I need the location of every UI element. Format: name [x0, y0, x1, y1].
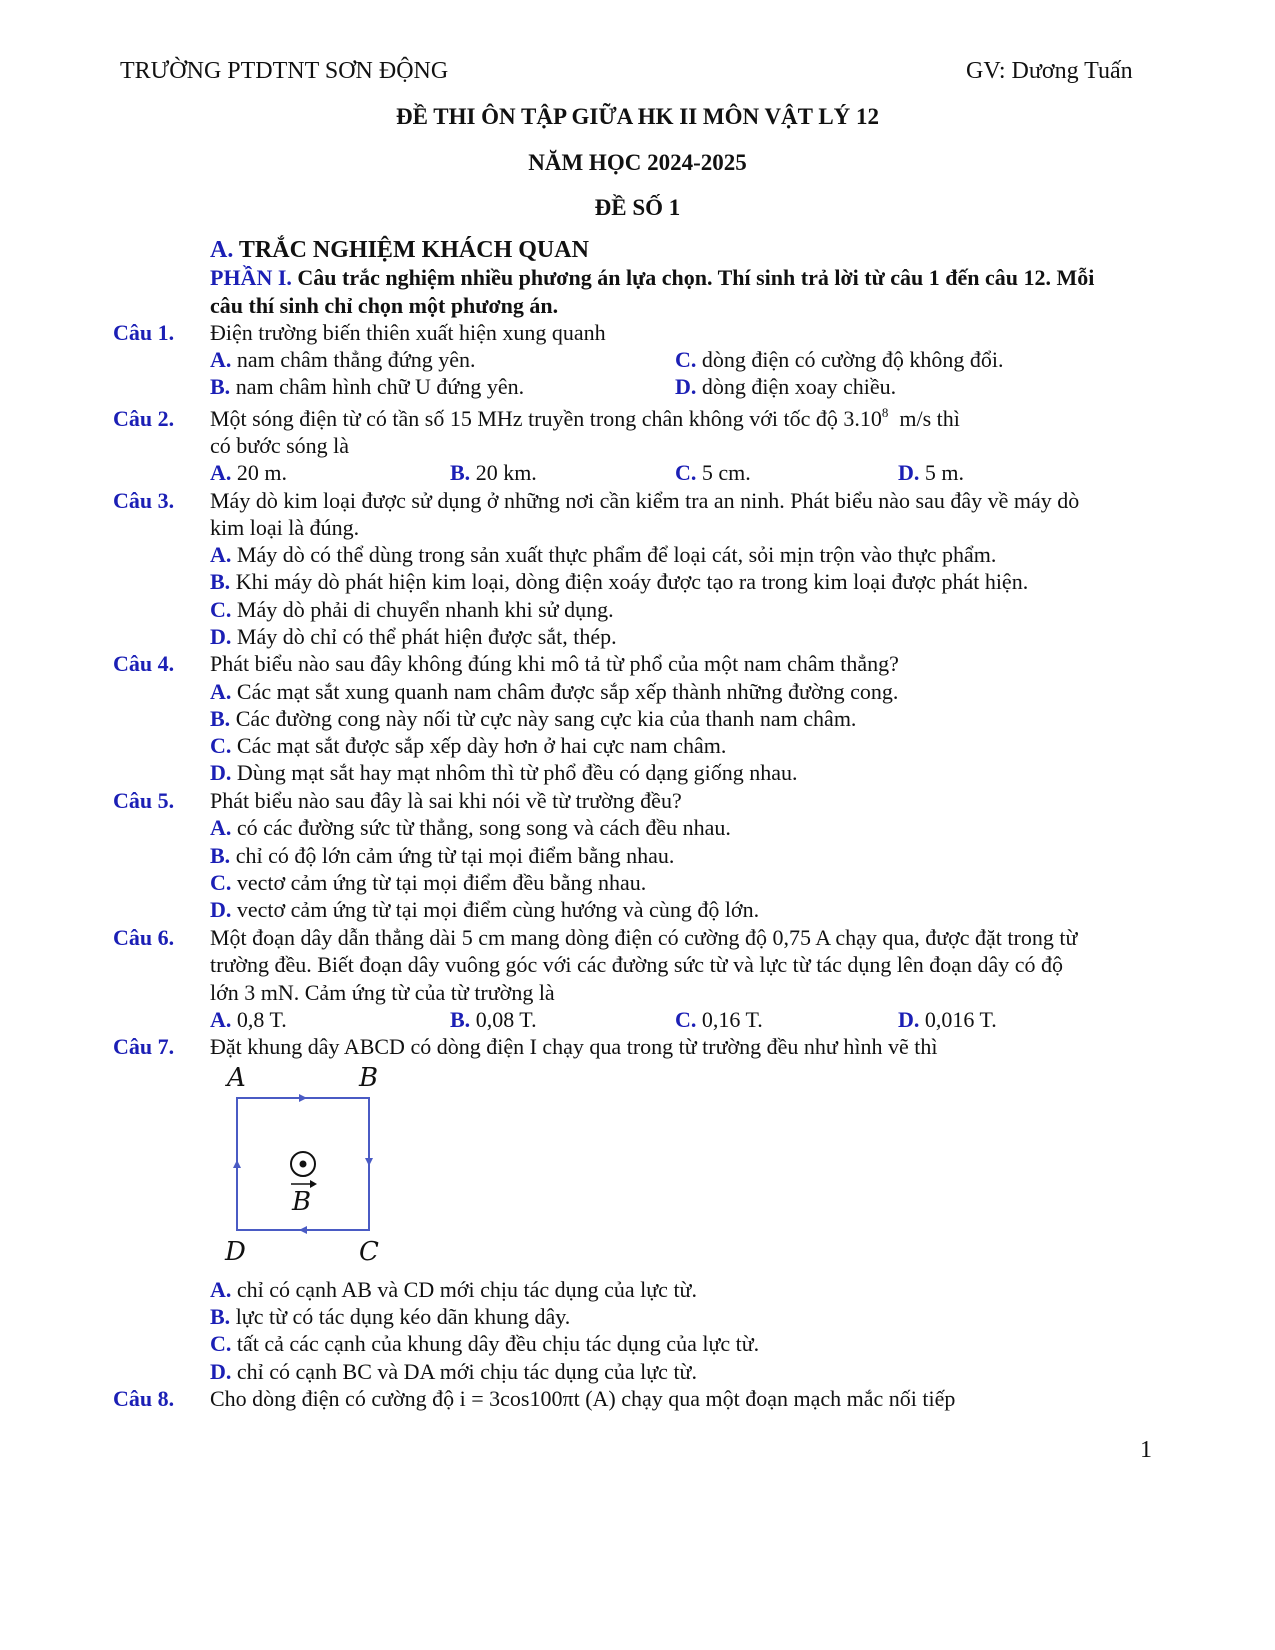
option-b: B. Khi máy dò phát hiện kim loại, dòng điện xoáy được tạo ra trong kim loại được phát hiện. [210, 569, 1029, 594]
question-label: Câu 5. [113, 788, 175, 813]
option-d: D. dòng điện xoay chiều. [675, 374, 897, 399]
option-c: C. Các mạt sắt được sắp xếp dày hơn ở hai cực nam châm. [210, 733, 727, 758]
part-heading-line1 [210, 265, 1094, 290]
option-a: A. có các đường sức từ thẳng, song song và cách đều nhau. [210, 815, 731, 840]
option-a: A. 20 m. [210, 460, 288, 485]
vertex-d-label: D [225, 1237, 246, 1267]
arrow-da-icon [233, 1160, 241, 1168]
question-label: Câu 4. [113, 651, 175, 676]
arrow-bc-icon [365, 1158, 373, 1166]
question-label: Câu 1. [113, 320, 175, 345]
option-c: C. Máy dò phải di chuyển nhanh khi sử dụng. [210, 597, 614, 622]
question-stem-continued: trường đều. Biết đoạn dây vuông góc với các đường sức từ và lực từ tác dụng lên đoạn dây có độ [210, 952, 1064, 977]
teacher-name: GV: Dương Tuấn [966, 58, 1133, 84]
page-number: 1 [1140, 1437, 1152, 1463]
question-stem-continued: có bước sóng là [210, 433, 350, 458]
option-c: C. tất cả các cạnh của khung dây đều chịu tác dụng của lực từ. [210, 1331, 760, 1356]
question-label: Câu 6. [113, 925, 175, 950]
vertex-b-label: B [359, 1063, 379, 1093]
question-stem: Một đoạn dây dẫn thẳng dài 5 cm mang dòng điện có cường độ 0,75 A chạy qua, được đặt trong từ [210, 925, 1078, 950]
part-prefix: PHẦN I. [210, 265, 292, 290]
school-year: NĂM HỌC 2024-2025 [528, 150, 747, 175]
option-a: A. Máy dò có thể dùng trong sản xuất thực phẩm để loại cát, sỏi mịn trộn vào thực phẩm. [210, 542, 997, 567]
question-stem: Máy dò kim loại được sử dụng ở những nơi cần kiểm tra an ninh. Phát biểu nào sau đây về máy dò [210, 488, 1080, 513]
question-label: Câu 7. [113, 1034, 175, 1059]
section-heading [210, 237, 589, 265]
exam-title: ĐỀ THI ÔN TẬP GIỮA HK II MÔN VẬT LÝ 12 [395, 104, 880, 129]
question-stem: Phát biểu nào sau đây là sai khi nói về từ trường đều? [210, 788, 682, 813]
arrow-ab-icon [299, 1094, 307, 1102]
option-b: B. 0,08 T. [450, 1007, 537, 1032]
option-d: D. 0,016 T. [898, 1007, 997, 1032]
question-label: Câu 2. [113, 406, 175, 431]
question-stem: Một sóng điện từ có tần số 15 MHz truyền trong chân không với tốc độ 3.10$^8$ m/s thì [210, 405, 960, 431]
option-b: B. Các đường cong này nối từ cực này sang cực kia của thanh nam châm. [210, 706, 857, 731]
option-d: D. 5 m. [898, 460, 965, 485]
question-stem-continued: lớn 3 mN. Cảm ứng từ của từ trường là [210, 980, 555, 1005]
option-a: A. Các mạt sắt xung quanh nam châm được sắp xếp thành những đường cong. [210, 679, 899, 704]
current-loop-figure [215, 1060, 405, 1270]
option-b: B. nam châm hình chữ U đứng yên. [210, 374, 525, 399]
arrow-cd-icon [299, 1226, 307, 1234]
exponent: 8 [881, 405, 889, 420]
option-a: A. chỉ có cạnh AB và CD mới chịu tác dụng của lực từ. [210, 1277, 697, 1302]
section-prefix: A. [210, 237, 234, 263]
vertex-c-label: C [359, 1237, 379, 1267]
option-c: C. vectơ cảm ứng từ tại mọi điểm đều bằng nhau. [210, 870, 647, 895]
option-d: D. Dùng mạt sắt hay mạt nhôm thì từ phổ đều có dạng giống nhau. [210, 760, 798, 785]
section-title: TRẮC NGHIỆM KHÁCH QUAN [238, 237, 589, 263]
option-c: C. dòng điện có cường độ không đổi. [675, 347, 1004, 372]
question-stem: Cho dòng điện có cường độ i = 3cos100πt (A) chạy qua một đoạn mạch mắc nối tiếp [210, 1386, 956, 1411]
option-c: C. 0,16 T. [675, 1007, 763, 1032]
question-stem: Đặt khung dây ABCD có dòng điện I chạy qua trong từ trường đều như hình vẽ thì [210, 1034, 938, 1059]
option-b: B. lực từ có tác dụng kéo dãn khung dây. [210, 1304, 571, 1329]
field-vector-label: B [292, 1187, 312, 1217]
option-d: D. Máy dò chỉ có thể phát hiện được sắt, thép. [210, 624, 617, 649]
option-a: A. 0,8 T. [210, 1007, 287, 1032]
option-b: B. 20 km. [450, 460, 537, 485]
option-a: A. nam châm thẳng đứng yên. [210, 347, 476, 372]
question-label: Câu 3. [113, 488, 175, 513]
question-label: Câu 8. [113, 1386, 175, 1411]
option-d: D. chỉ có cạnh BC và DA mới chịu tác dụng của lực từ. [210, 1359, 697, 1384]
part-instructions: Câu trắc nghiệm nhiều phương án lựa chọn. Thí sinh trả lời từ câu 1 đến câu 12. Mỗi [297, 265, 1095, 290]
option-b: B. chỉ có độ lớn cảm ứng từ tại mọi điểm bằng nhau. [210, 843, 675, 868]
school-name: TRƯỜNG PTDTNT SƠN ĐỘNG [120, 58, 449, 84]
option-d: D. vectơ cảm ứng từ tại mọi điểm cùng hướng và cùng độ lớn. [210, 897, 760, 922]
part-heading-line2: câu thí sinh chỉ chọn một phương án. [210, 293, 559, 318]
question-stem-continued: kim loại là đúng. [210, 515, 360, 540]
option-c: C. 5 cm. [675, 460, 751, 485]
question-stem: Điện trường biến thiên xuất hiện xung quanh [210, 320, 606, 345]
exam-number: ĐỀ SỐ 1 [594, 195, 681, 220]
question-stem: Phát biểu nào sau đây không đúng khi mô tả từ phổ của một nam châm thẳng? [210, 651, 899, 676]
vertex-a-label: A [227, 1063, 246, 1093]
